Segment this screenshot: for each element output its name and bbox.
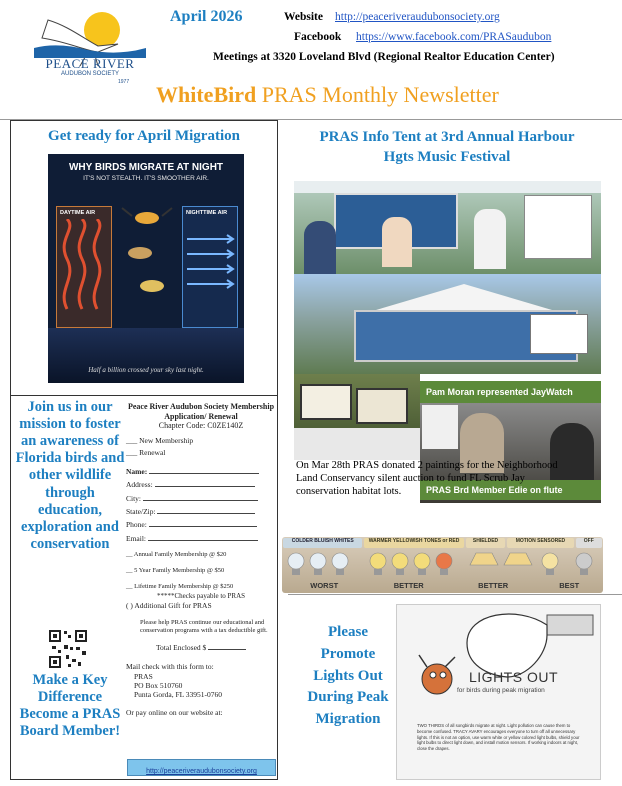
five-year-label: 5 Year Family Membership @ $50 [134,567,225,575]
lifetime-label: Lifetime Family Membership @ $250 [134,583,234,591]
name-label: Name: [126,466,148,476]
website-link[interactable]: http://peaceriveraudubonsociety.org [335,11,500,23]
masthead-rest: PRAS Monthly Newsletter [261,82,499,107]
logo [28,8,152,90]
email-field[interactable] [126,534,276,543]
name-field[interactable] [126,467,276,476]
phone-label: Phone: [126,520,147,530]
right-panel-divider [288,594,622,595]
new-membership-label: New Membership [139,436,194,446]
form-title: Peace River Audubon Society Membership Application/ Renewal [127,402,275,421]
new-membership-option[interactable]: ___ New Membership [126,436,194,446]
continue-text: Please help PRAS continue our educational and conservation programs with a tax deductible gift. [140,618,268,634]
city-field[interactable] [126,494,276,503]
mail-line-3: Punta Gorda, FL 33951-0760 [134,690,223,700]
festival-photo-2 [294,274,601,374]
mail-intro: Mail check with this form to: [126,662,214,672]
nighttime-label: NIGHTTIME AIR [186,210,228,216]
bulb-rating-1: BETTER [393,581,424,590]
mail-line-1: PRAS [134,671,153,681]
nighttime-smooth-air-icon [183,219,237,319]
poster-subtitle: IT'S NOT STEALTH. IT'S SMOOTHER AIR. [83,175,209,182]
renewal-label: Renewal [139,447,166,457]
migration-heading: Get ready for April Migration [48,128,240,144]
migration-poster [48,154,244,383]
board-member-call: Make a Key Difference Become a PRAS Board Member! [19,672,121,740]
bulb-rating-0: WORST [310,581,339,590]
donation-text: On Mar 28th PRAS donated 2 paintings for the Neighborhood Land Conservancy silent auction to fund FL Scrub Jay conservation habitat lots. [296,460,558,497]
state-zip-field[interactable] [126,507,276,516]
lifetime-membership-option[interactable]: __ Lifetime Family Membership @ $250 [126,583,234,591]
info-tent-heading: PRAS Info Tent at 3rd Annual Harbour Hgts Music Festival [319,129,575,165]
membership-form [126,402,276,772]
light-bulbs-icon [282,549,603,581]
caption-edie: PRAS Brd Member Edie on flute [420,480,601,500]
annual-label: Annual Family Membership @ $20 [133,551,227,559]
lights-out-poster [396,604,601,780]
checks-payable: *****Checks payable to PRAS [156,591,246,600]
annual-membership-option[interactable]: __ Annual Family Membership @ $20 [126,551,227,559]
logo-year: 1977 [118,79,130,85]
masthead-whitebird: WhiteBird [156,82,257,107]
poster-caption: Half a billion crossed your sky last night. [88,366,204,374]
lights-out-title: LIGHTS OUT [469,669,559,685]
newsletter-masthead [156,82,499,108]
phone-field[interactable] [126,520,276,529]
address-label: Address: [126,480,153,490]
mission-text: Join us in our mission to foster an awareness of Florida birds and other wildlife through education, exploration and conservation [15,399,125,552]
website-label: Website [284,11,323,23]
email-label: Email: [126,533,146,543]
bulb-rating-3: BEST [559,581,580,590]
facebook-label: Facebook [294,31,342,43]
lights-out-fine-print: TWO THIRDS of all songbirds migrate at night. Light pollution can cause them to become confused. TRACY AVARY encourages everyone to turn off all unnecessary lights. If this is not an option, use warm white or yellow colored light bulbs, shield your light bulbs to direct light down, and install motion sensors. If working indoors at night, close the drapes. [417,723,580,752]
address-field[interactable] [126,480,276,489]
bulb-chart [282,537,603,593]
lights-out-subtitle: for birds during peak migration [457,687,545,694]
meetings-info: Meetings at 3320 Loveland Blvd (Regional Realtor Education Center) [213,51,555,63]
total-label: Total Enclosed $ [156,642,207,652]
bulb-label-4: OFF [576,538,602,548]
chapter-code: Chapter Code: C0ZE140Z [158,421,244,431]
bulb-rating-2: BETTER [478,581,509,590]
logo-text-main: PEACE RIVER [45,56,135,71]
poster-night-sky [48,328,244,383]
city-label: City: [126,493,142,503]
festival-photo-3 [294,374,420,460]
promote-lights-out: Please Promote Lights Out During Peak Migration [307,624,389,727]
bulb-label-2: SHIELDED [466,538,506,548]
qr-code-icon [48,629,88,669]
caption-pam: Pam Moran represented JayWatch [420,381,601,403]
state-zip-label: State/Zip: [126,507,156,517]
nighttime-panel [182,206,238,328]
bulb-label-0: COLDER BLUISH WHITES [283,538,362,548]
pay-online: Or pay online on our website at: [126,707,223,717]
issue-date: April 2026 [170,8,243,25]
bulb-label-3: MOTION SENSORED [507,538,573,548]
renewal-option[interactable]: ___ Renewal [126,447,166,457]
left-panel-divider [10,395,278,396]
website-url-button-label: http://peaceriveraudubonsociety.org [146,768,257,775]
facebook-link[interactable]: https://www.facebook.com/PRASaudubon [356,31,552,43]
five-year-membership-option[interactable]: __ 5 Year Family Membership @ $50 [126,567,225,575]
festival-photo-1 [294,181,601,274]
logo-text-sub: AUDUBON SOCIETY [60,71,119,77]
daytime-label: DAYTIME AIR [60,210,96,216]
bulb-label-1: WARMER YELLOWISH TONES or RED [364,538,463,548]
mail-line-2: PO Box 510760 [134,681,183,691]
migrating-birds-icon [112,198,182,318]
daytime-turbulence-icon [57,219,111,319]
total-enclosed[interactable] [126,643,276,652]
poster-title: WHY BIRDS MIGRATE AT NIGHT [68,162,224,173]
website-url-button[interactable] [127,759,276,776]
daytime-panel [56,206,112,328]
additional-gift[interactable]: ( ) Additional Gift for PRAS [126,601,212,611]
